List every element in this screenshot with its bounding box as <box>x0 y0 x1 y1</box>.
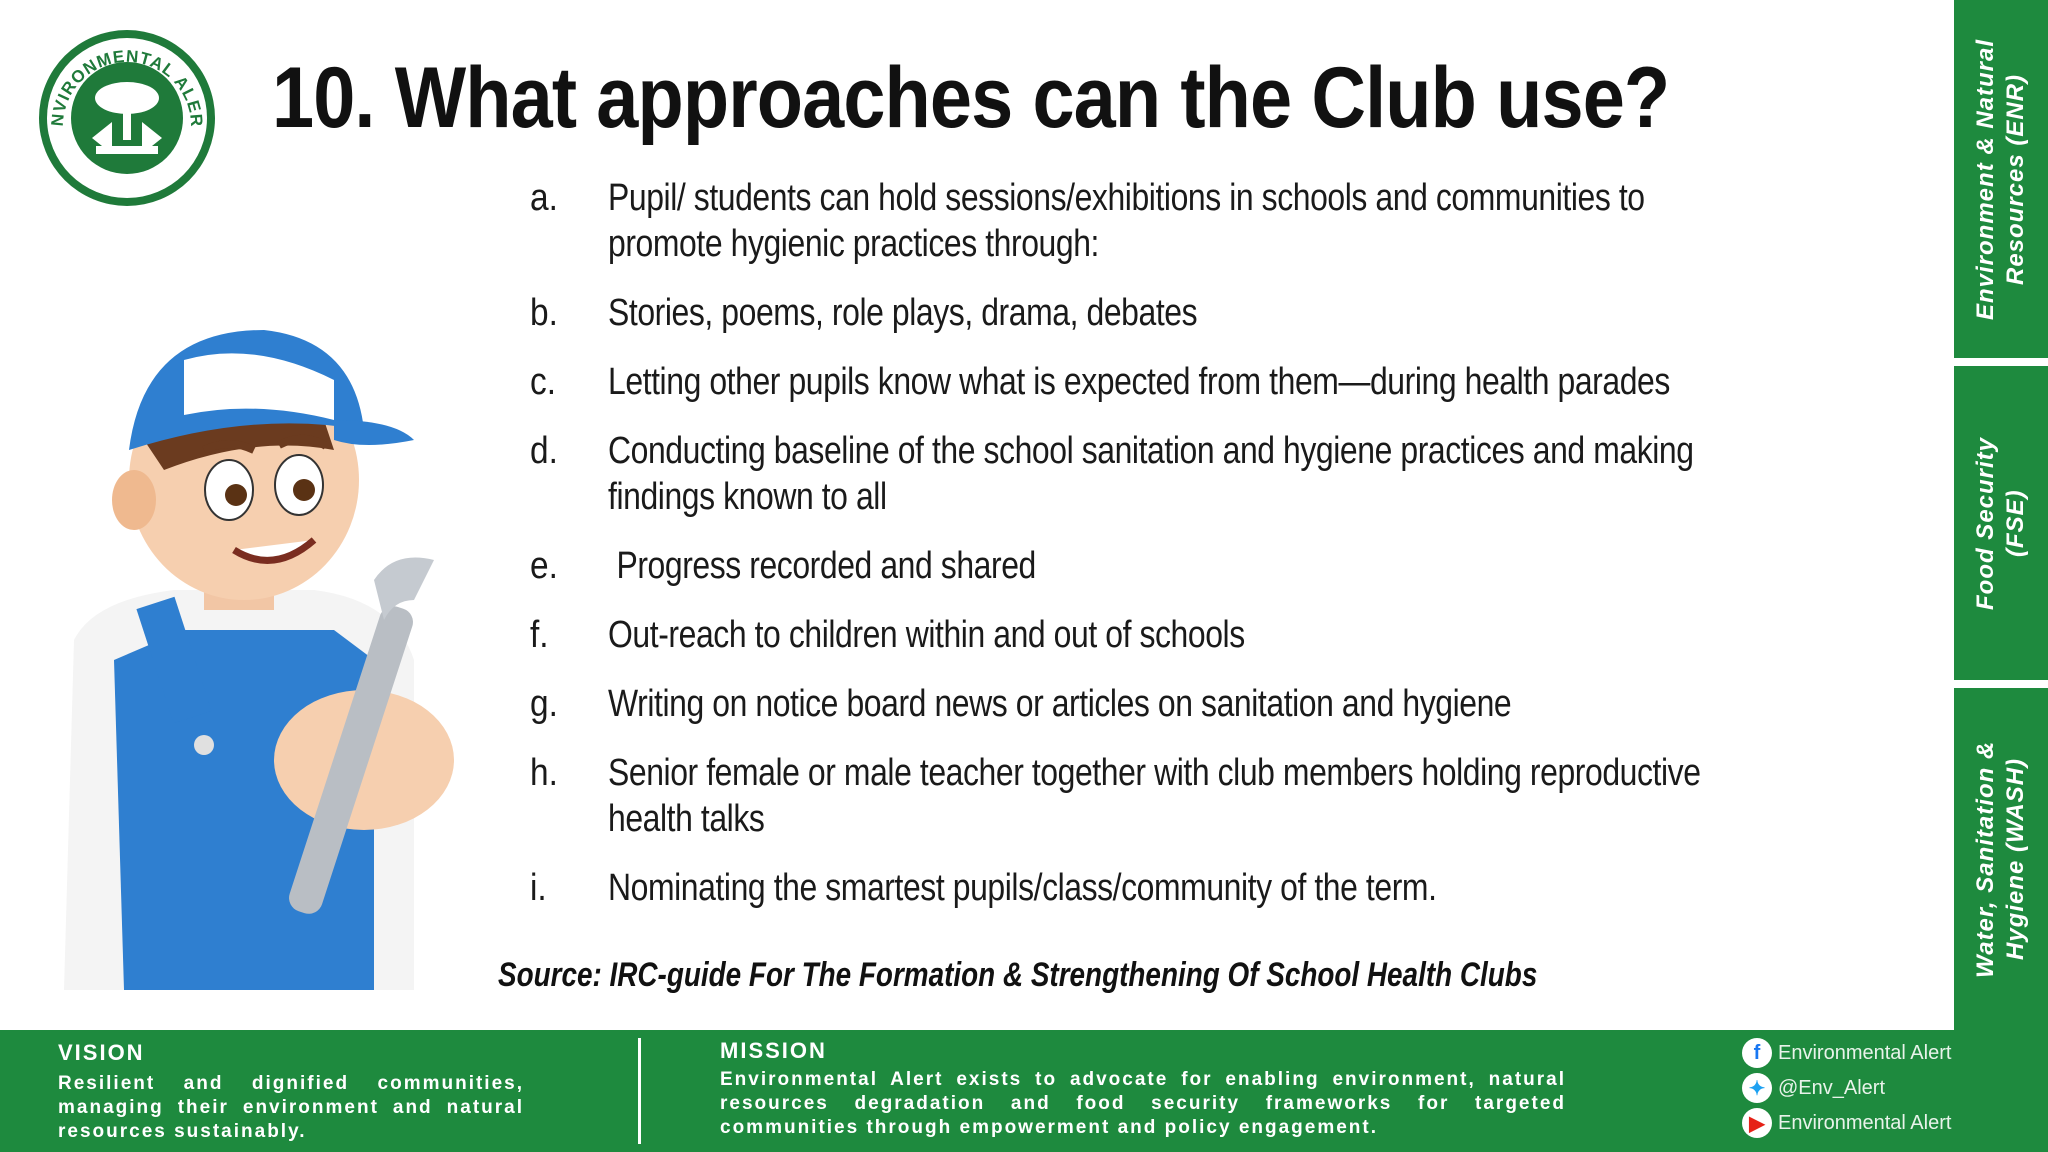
list-item-i <box>530 865 1930 911</box>
twitter-icon: ✦ <box>1742 1073 1772 1103</box>
list-item-g <box>530 681 1930 727</box>
tab-wash-label: Water, Sanitation & Hygiene (WASH) <box>1972 740 2029 978</box>
list-text: Writing on notice board news or articles on sanitation and hygiene <box>608 683 1512 725</box>
list-item-f <box>530 612 1930 658</box>
mission-heading: MISSION <box>720 1038 827 1063</box>
plumber-mascot-illustration <box>34 300 514 990</box>
list-text: Letting other pupils know what is expected from them—during health parades <box>608 361 1670 403</box>
list-letter: e. <box>530 545 558 587</box>
list-letter: f. <box>530 614 549 656</box>
list-letter: i. <box>530 867 547 909</box>
tab-wash <box>1954 688 2048 1030</box>
list-letter: a. <box>530 177 558 219</box>
list-text: Nominating the smartest pupils/class/community of the term. <box>608 867 1437 909</box>
list-item-b <box>530 290 1930 336</box>
mission-text: Environmental Alert exists to advocate for enabling environment, natural resources degradation and food security frameworks for targeted communities through empowerment and policy engagement. <box>720 1069 1566 1138</box>
youtube-icon: ▶ <box>1742 1108 1772 1138</box>
theme-sidebar <box>1954 0 2048 1030</box>
tab-fse-label: Food Security (FSE) <box>1972 436 2029 610</box>
twitter-label: @Env_Alert <box>1778 1076 1886 1099</box>
vision-text: Resilient and dignified communities, managing their environment and natural resources sustainably. <box>58 1073 524 1142</box>
vision-heading: VISION <box>58 1040 145 1065</box>
youtube-link[interactable] <box>1742 1108 1951 1138</box>
list-item-e <box>530 543 1930 589</box>
tab-enr <box>1954 0 2048 358</box>
list-item-h <box>530 750 1930 842</box>
list-letter: g. <box>530 683 558 725</box>
environmental-alert-logo <box>30 26 224 210</box>
list-letter: h. <box>530 752 558 794</box>
footer-divider <box>638 1038 641 1144</box>
slide-title: 10. What approaches can the Club use? <box>272 50 1670 146</box>
list-text: Progress recorded and shared <box>608 545 1036 587</box>
list-item-c <box>530 359 1930 405</box>
list-letter: d. <box>530 430 558 472</box>
twitter-link[interactable] <box>1742 1073 1885 1103</box>
list-letter: c. <box>530 361 557 403</box>
list-text: Out-reach to children within and out of schools <box>608 614 1245 656</box>
list-text: Stories, poems, role plays, drama, debates <box>608 292 1198 334</box>
facebook-icon: f <box>1742 1038 1772 1068</box>
footer-bar <box>0 1030 2048 1152</box>
list-text: Pupil/ students can hold sessions/exhibitions in schools and communities to promote hygienic practices through: <box>608 177 1645 265</box>
svg-text:ENVIRONMENTAL ALERT: NVIRONMENTAL ALER <box>47 46 207 128</box>
approaches-list <box>530 175 1930 934</box>
list-text: Senior female or male teacher together with club members holding reproductive health talks <box>608 752 1701 840</box>
tab-enr-label: Environment & Natural Resources (ENR) <box>1972 38 2029 320</box>
list-item-a <box>530 175 1930 267</box>
list-letter: b. <box>530 292 558 334</box>
youtube-label: Environmental Alert <box>1778 1111 1952 1134</box>
facebook-label: Environmental Alert <box>1778 1041 1952 1064</box>
tab-fse <box>1954 366 2048 680</box>
list-item-d <box>530 428 1930 520</box>
list-text: Conducting baseline of the school sanitation and hygiene practices and making findings known to all <box>608 430 1694 518</box>
facebook-link[interactable] <box>1742 1038 1951 1068</box>
source-citation: Source: IRC-guide For The Formation & Strengthening Of School Health Clubs <box>498 956 1538 994</box>
